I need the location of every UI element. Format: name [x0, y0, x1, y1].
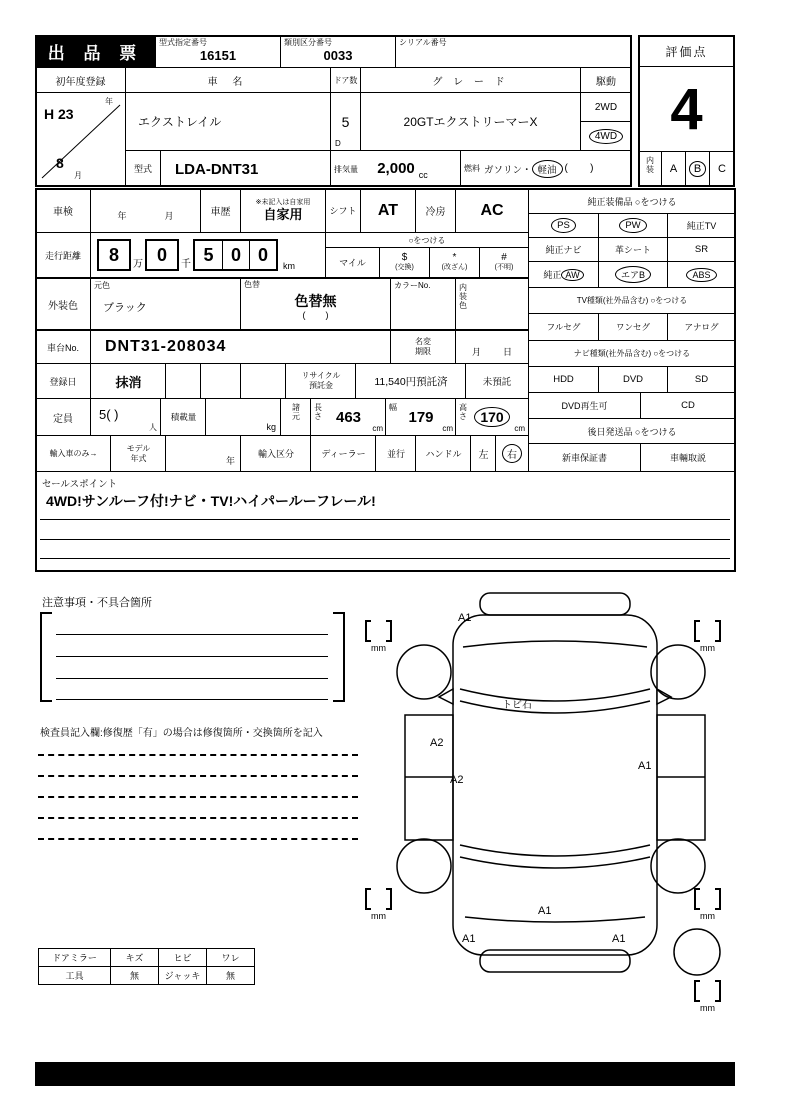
recycle-label-2: 預託金 — [309, 381, 333, 390]
inspector-line-1 — [38, 754, 358, 756]
sales-line-2 — [40, 539, 730, 540]
model-label-cell: 型式 — [125, 150, 161, 187]
length-unit: cm — [372, 424, 383, 433]
serial-cell — [395, 35, 632, 68]
load-label: 積載量 — [160, 398, 207, 436]
bracket-open-icon — [694, 888, 700, 910]
windshield-top — [460, 689, 650, 701]
caution-line-4 — [56, 699, 328, 700]
cd: CD — [640, 392, 736, 419]
exchange-note: (交換) — [395, 264, 414, 272]
mileage-altered — [429, 247, 480, 278]
color-no-label: カラーNo. — [394, 281, 431, 290]
inspector-line-2 — [38, 775, 358, 777]
import-dealer: ディーラー — [310, 435, 377, 472]
grade-cell: 20GTエクストリーマーX — [360, 92, 581, 151]
mileage-d3: 0 — [249, 241, 276, 269]
mm-unit-label: mm — [371, 911, 386, 921]
bracket-close-icon — [715, 620, 721, 642]
warranty-book: 新車保証書 — [528, 443, 641, 472]
mileage-unit: km — [283, 261, 295, 271]
damage-a1-front: A1 — [458, 612, 472, 624]
handle-right — [495, 435, 529, 472]
shaken-value-cell — [90, 188, 201, 233]
rear-bumper — [480, 950, 630, 972]
shaken-year-unit: 年 — [117, 211, 127, 221]
mileage-cell — [90, 232, 326, 278]
shaken-label: 車検 — [35, 188, 91, 233]
registration-label: 登録日 — [35, 363, 91, 399]
mm-unit-label: mm — [700, 643, 715, 653]
equip-aw-prefix: 純正 — [543, 270, 562, 280]
sales-point-text: 4WD!サンルーフ付!ナビ・TV!ハイパールーフレール! — [46, 493, 376, 509]
reg-month-value: 8 — [56, 155, 64, 171]
bracket-open-icon — [365, 620, 371, 642]
navi-hdd: HDD — [528, 366, 599, 393]
bracket-close-icon — [715, 888, 721, 910]
unknown-symbol: # — [501, 252, 507, 264]
sheet-title: 出 品 票 — [35, 35, 156, 68]
registration-empty-2 — [200, 363, 242, 399]
reg-year-unit: 年 — [105, 97, 113, 106]
fuel-label: 燃料 — [464, 164, 480, 173]
length-value: 463 — [335, 408, 362, 426]
model-value: LDA-DNT31 — [175, 161, 259, 178]
damage-a2-left-1: A2 — [430, 737, 444, 749]
front-bumper — [480, 593, 630, 615]
first-reg-cell — [35, 92, 126, 187]
reg-era-value: H 23 — [44, 106, 74, 122]
drive-4wd-value: 4WD — [589, 129, 623, 144]
reg-month-unit: 月 — [74, 171, 82, 180]
interior-color-cell — [455, 278, 529, 330]
inspector-note: 検査員記入欄:修復歴「有」の場合は修復箇所・交換箇所を記入 — [40, 728, 323, 739]
mileage-label: 走行距離 — [35, 232, 91, 278]
handle-left: 左 — [470, 435, 497, 472]
model-year-label-2: 年式 — [130, 453, 147, 463]
recycle-deposited: 11,540円預託済 — [355, 363, 467, 399]
navi-dvd: DVD — [598, 366, 668, 393]
sales-line-3 — [40, 558, 730, 559]
tools-scratch: キズ — [110, 948, 159, 967]
bracket-close-icon — [715, 980, 721, 1002]
equip-airbag — [598, 261, 668, 288]
later-shipping-title: 後日発送品 ○をつける — [528, 418, 736, 444]
interior-grade-b-value: B — [689, 161, 706, 177]
fuel-paren: ( ) — [564, 163, 594, 174]
model-year-cell — [110, 435, 167, 472]
equip-aw — [528, 261, 599, 288]
vehicle-manual: 車輛取説 — [640, 443, 736, 472]
equip-abs — [667, 261, 736, 288]
caution-line-3 — [56, 678, 328, 679]
serial-label: シリアル番号 — [399, 38, 447, 47]
bottom-black-bar — [35, 1062, 735, 1086]
car-name-header: 車 名 — [125, 67, 331, 93]
fuel-cell — [460, 150, 632, 187]
unknown-note: (不明) — [494, 264, 514, 272]
rear-window-top — [460, 845, 650, 856]
tools-break: ワレ — [206, 948, 255, 967]
mm-unit-label: mm — [700, 911, 715, 921]
height-label: 高さ — [459, 403, 467, 422]
drive-header: 駆動 — [580, 67, 632, 93]
width-unit: cm — [442, 424, 453, 433]
color-change-label: 色替 — [244, 280, 260, 289]
bracket-close-icon — [386, 620, 392, 642]
doors-value: 5 — [341, 113, 350, 130]
mm-unit-label: mm — [371, 643, 386, 653]
capacity-unit: 人 — [149, 423, 157, 432]
rename-label-1: 名変 — [415, 337, 431, 347]
chassis-value-cell — [90, 330, 392, 364]
bracket-open-icon — [694, 980, 700, 1002]
windshield-bottom — [460, 701, 650, 713]
base-color-label: 元色 — [94, 281, 110, 290]
color-no-cell — [390, 278, 456, 330]
score-value: 4 — [638, 66, 735, 152]
damage-a1-rear-left: A1 — [462, 933, 476, 945]
model-code-label: 型式指定番号 — [159, 38, 207, 47]
mm-unit-label: mm — [700, 1003, 715, 1013]
exchange-symbol: $ — [401, 252, 408, 264]
equip-ps-value: PS — [551, 218, 576, 233]
navi-type-title: ナビ種類(社外品含む) ○をつける — [528, 340, 736, 367]
interior-color-label: 内装色 — [459, 283, 467, 311]
car-body-outline — [453, 615, 657, 955]
doors-unit: D — [335, 139, 341, 148]
model-value-cell — [160, 150, 331, 187]
equip-tv: 純正TV — [667, 213, 736, 238]
trunk-line — [465, 917, 645, 922]
car-name-cell — [125, 92, 331, 151]
interior-label: 内装 — [646, 156, 654, 175]
score-header: 評価点 — [638, 35, 735, 67]
interior-grade-c: C — [709, 151, 735, 187]
equip-aw-value: AW — [561, 269, 583, 281]
import-only-label: 輸入車のみ→ — [35, 435, 112, 472]
load-unit: kg — [266, 422, 276, 432]
mm-measure-top-left — [365, 620, 392, 653]
mileage-man-box: 8 — [97, 239, 131, 271]
car-name-value: エクストレイル — [138, 115, 222, 129]
registration-value: 抹消 — [90, 363, 167, 399]
mileage-sen-box: 0 — [145, 239, 179, 271]
shaken-month-unit: 月 — [164, 211, 174, 221]
color-change-paren: ( ) — [302, 310, 329, 320]
chassis-label: 車台No. — [35, 330, 91, 364]
dvd-playable: DVD再生可 — [528, 392, 641, 419]
model-code-cell — [155, 35, 281, 68]
damage-a1-rear-center: A1 — [538, 905, 552, 917]
model-year-unit: 年 — [225, 456, 235, 466]
import-division-label: 輸入区分 — [240, 435, 312, 472]
chassis-value: DNT31-208034 — [105, 338, 227, 355]
model-year-label-1: モデル — [126, 443, 151, 453]
inspector-line-3 — [38, 796, 358, 798]
shift-label: シフト — [325, 188, 361, 233]
front-left-wheel — [397, 645, 451, 699]
hood-line — [463, 641, 647, 647]
fuel-dot: ・ — [522, 164, 532, 176]
displacement-value: 2,000 — [377, 160, 415, 177]
rear-right-wheel — [651, 839, 705, 893]
doors-cell — [330, 92, 361, 151]
handle-label: ハンドル — [415, 435, 472, 472]
damage-stone-chip: トビ石 — [502, 700, 532, 711]
equip-abs-value: ABS — [686, 268, 716, 282]
equipment-title: 純正装備品 ○をつける — [528, 188, 736, 214]
color-change-cell — [240, 278, 391, 330]
altered-symbol: * — [452, 252, 457, 264]
first-reg-header: 初年度登録 — [35, 67, 126, 93]
length-cell — [310, 398, 387, 436]
equip-pw-value: PW — [619, 218, 646, 233]
mileage-hundreds-box — [193, 239, 278, 271]
history-cell — [240, 188, 326, 233]
recycle-label-cell — [285, 363, 357, 399]
tv-type-title: TV種類(社外品含む) ○をつける — [528, 287, 736, 314]
damage-a1-right: A1 — [638, 760, 652, 772]
left-mirror — [439, 689, 453, 704]
damage-a1-rear-right: A1 — [612, 933, 626, 945]
equip-leather: 革シート — [598, 237, 668, 262]
caution-label: 注意事項・不具合箇所 — [42, 597, 152, 609]
tools-mirror-label: ドアミラー — [38, 948, 111, 967]
displacement-unit: cc — [418, 170, 428, 180]
mm-measure-spare — [694, 980, 721, 1013]
navi-sd: SD — [667, 366, 736, 393]
cool-value: AC — [455, 188, 529, 233]
handle-right-value: 右 — [502, 444, 522, 463]
class-code-value: 0033 — [323, 48, 353, 63]
history-note: ※未記入は自家用 — [255, 198, 311, 206]
ext-color-label: 外装色 — [35, 278, 91, 330]
recycle-not-deposited: 未預託 — [465, 363, 529, 399]
rename-label-2: 期限 — [415, 347, 431, 356]
caution-line-2 — [56, 656, 328, 657]
displacement-cell — [330, 150, 461, 187]
interior-grade-b — [685, 151, 710, 187]
spec-label: 諸元 — [292, 403, 300, 422]
height-value: 170 — [474, 407, 509, 427]
rename-deadline-cell — [390, 330, 456, 364]
width-label-text: 幅 — [389, 403, 397, 412]
history-label: 車歴 — [200, 188, 241, 233]
mm-measure-bottom-left — [365, 888, 392, 921]
recycle-label-1: リサイクル — [301, 371, 341, 381]
color-change-value: 色替無 — [294, 293, 337, 310]
model-code-value: 16151 — [199, 48, 237, 63]
length-label: 長さ — [314, 403, 322, 422]
grade-header: グ レ ー ド — [360, 67, 581, 93]
mileage-exchange — [379, 247, 430, 278]
base-color-cell — [90, 278, 241, 330]
tools-none-2: 無 — [206, 966, 255, 985]
equip-navi: 純正ナビ — [528, 237, 599, 262]
bracket-close-icon — [386, 888, 392, 910]
rename-month: 月 — [471, 346, 481, 357]
equip-pw — [598, 213, 668, 238]
inspector-line-5 — [38, 838, 358, 840]
rear-window-bottom — [460, 857, 650, 868]
width-value: 179 — [408, 408, 434, 426]
car-top-view-diagram — [365, 585, 740, 1025]
mileage-d2: 0 — [222, 241, 249, 269]
interior-grade-a: A — [661, 151, 686, 187]
drive-2wd-cell: 2WD — [580, 92, 632, 122]
registration-empty-1 — [165, 363, 202, 399]
fuel-gasoline: ガソリン — [484, 164, 523, 176]
mm-measure-bottom-right — [694, 888, 721, 921]
drive-4wd-cell — [580, 121, 632, 151]
fuel-diesel: 軽油 — [532, 160, 563, 178]
cool-label: 冷房 — [415, 188, 456, 233]
caution-line-1 — [56, 634, 328, 635]
mileage-man-unit: 万 — [133, 259, 143, 270]
capacity-label: 定員 — [35, 398, 91, 436]
caution-bracket-right — [333, 612, 345, 702]
doors-header: ドア数 — [330, 67, 361, 93]
sales-point-label: セールスポイント — [42, 479, 118, 490]
import-parallel: 並行 — [375, 435, 417, 472]
height-cell — [455, 398, 529, 436]
equip-sr: SR — [667, 237, 736, 262]
altered-note: (改ざん) — [441, 264, 468, 272]
rename-date-cell — [455, 330, 529, 364]
equip-airbag-value: エアB — [615, 266, 651, 283]
tv-analog: アナログ — [667, 313, 736, 341]
mileage-sen-unit: 千 — [181, 259, 191, 270]
interior-label-cell — [638, 151, 662, 187]
tv-one-seg: ワンセグ — [598, 313, 668, 341]
class-code-label: 類別区分番号 — [284, 38, 332, 47]
load-value-cell — [205, 398, 282, 436]
shift-value: AT — [360, 188, 416, 233]
class-code-cell — [280, 35, 396, 68]
mileage-mark-note: ○をつける — [325, 232, 529, 248]
mileage-d1: 5 — [203, 244, 214, 265]
height-unit: cm — [514, 424, 525, 433]
tools-jack: ジャッキ — [158, 966, 207, 985]
spare-tire — [674, 929, 720, 975]
tv-full-seg: フルセグ — [528, 313, 599, 341]
tools-crack: ヒビ — [158, 948, 207, 967]
rear-left-wheel — [397, 839, 451, 893]
bracket-open-icon — [694, 620, 700, 642]
inspector-line-4 — [38, 817, 358, 819]
capacity-value-cell — [90, 398, 162, 436]
model-year-value-cell — [165, 435, 242, 472]
history-value: 自家用 — [263, 206, 303, 222]
caution-bracket-left — [40, 612, 52, 702]
width-cell — [385, 398, 457, 436]
mm-measure-top-right — [694, 620, 721, 653]
tools-tool-label: 工具 — [38, 966, 111, 985]
sales-line-1 — [40, 519, 730, 520]
spec-label-cell — [280, 398, 312, 436]
damage-a2-left-2: A2 — [450, 774, 464, 786]
bracket-open-icon — [365, 888, 371, 910]
rename-day: 日 — [503, 346, 513, 357]
tools-none-1: 無 — [110, 966, 159, 985]
registration-empty-3 — [240, 363, 287, 399]
base-color-value: ブラック — [103, 302, 147, 314]
mileage-unknown — [479, 247, 529, 278]
front-right-wheel — [651, 645, 705, 699]
mileage-mile: マイル — [325, 247, 380, 278]
equip-ps — [528, 213, 599, 238]
displacement-label: 排気量 — [334, 165, 358, 174]
capacity-value: 5( ) — [99, 407, 119, 422]
